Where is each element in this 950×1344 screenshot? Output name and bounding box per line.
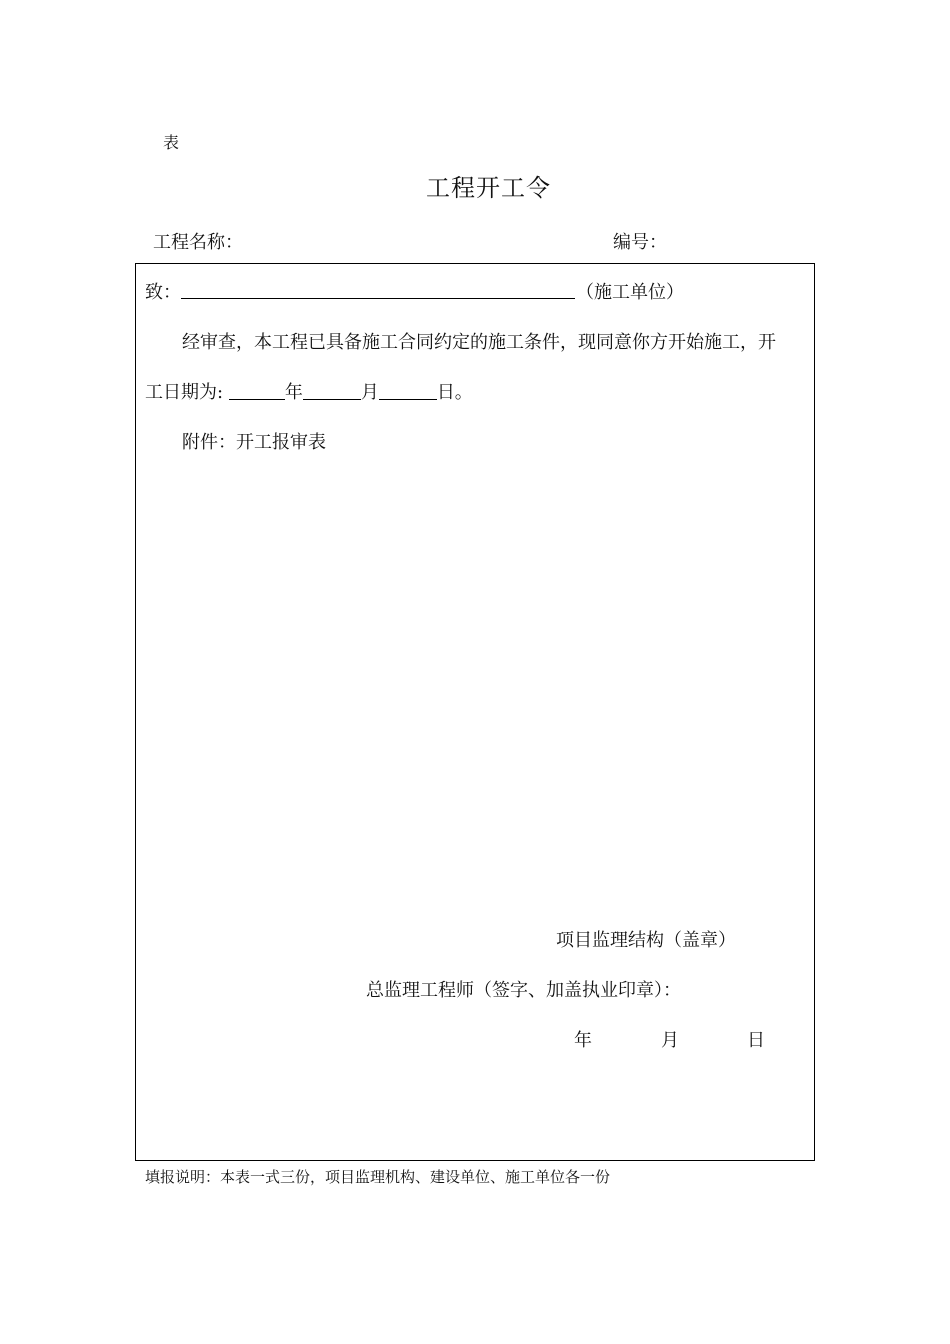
recipient-suffix: （施工单位） [576,282,684,303]
start-day-char: 日。 [436,382,473,403]
recipient-prefix: 致： [145,282,181,303]
recipient-blank-line[interactable] [181,298,575,299]
chief-engineer-label: 总监理工程师（签字、加盖执业印章）： [366,980,681,1001]
sign-date-day: 日 [747,1030,765,1051]
start-month-blank[interactable] [303,381,361,400]
sign-date-month: 月 [661,1030,679,1051]
filling-instructions: 填报说明：本表一式三份，项目监理机构、建设单位、施工单位各一份 [145,1168,611,1186]
start-month-char: 月 [360,382,379,403]
table-label: 表 [163,133,180,152]
start-date-label: 工日期为: [145,382,224,403]
start-year-char: 年 [284,382,303,403]
start-year-blank[interactable] [229,381,285,400]
start-date-line [145,378,473,404]
sign-date-year: 年 [574,1030,592,1051]
attachment-text: 附件：开工报审表 [182,432,326,453]
start-day-blank[interactable] [379,381,437,400]
supervisor-org-label: 项目监理结构（盖章） [556,930,736,951]
approval-text-line1: 经审查，本工程已具备施工合同约定的施工条件，现同意你方开始施工，开 [182,332,776,353]
project-name-label: 工程名称： [153,232,243,253]
document-title: 工程开工令 [426,174,551,202]
number-label: 编号： [613,232,667,253]
